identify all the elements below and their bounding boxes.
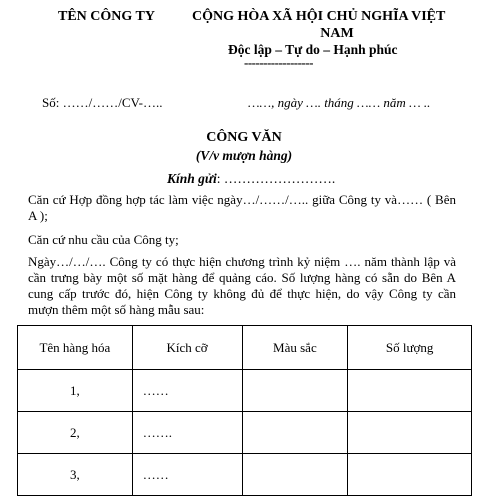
national-title-line1: CỘNG HÒA XÃ HỘI CHỦ NGHĨA VIỆT	[192, 9, 446, 24]
header-color: Màu sắc	[242, 326, 348, 370]
company-name: TÊN CÔNG TY	[58, 9, 155, 24]
cell-goods-name: 3,	[18, 454, 133, 496]
cell-quantity	[348, 412, 472, 454]
cell-quantity	[348, 454, 472, 496]
header-goods-name: Tên hàng hóa	[18, 326, 133, 370]
reference-number: Số: ……/……/CV-…..	[42, 95, 163, 110]
cell-size: ……	[132, 370, 242, 412]
table-row	[18, 412, 472, 454]
motto-divider: ------------------	[244, 55, 313, 70]
cell-quantity	[348, 370, 472, 412]
cell-size: ……	[132, 454, 242, 496]
document-subject: (V/v mượn hàng)	[195, 148, 293, 163]
issue-date: ……, ngày …. tháng …… năm … ..	[248, 95, 431, 110]
recipient-label: Kính gửi	[167, 171, 217, 186]
goods-table	[17, 325, 472, 496]
recipient-value: : …………………….	[216, 171, 336, 186]
header-quantity: Số lượng	[348, 326, 472, 370]
cell-size: …….	[132, 412, 242, 454]
cell-color	[242, 412, 348, 454]
table-header-row	[18, 326, 472, 370]
table-row	[18, 370, 472, 412]
table-row	[18, 454, 472, 496]
cell-goods-name: 2,	[18, 412, 133, 454]
cell-color	[242, 454, 348, 496]
national-motto: Độc lập – Tự do – Hạnh phúc	[228, 42, 398, 57]
national-title-line2: NAM	[320, 26, 354, 41]
national-title-line2-wrap	[0, 26, 488, 42]
paragraph-contract: Căn cứ Hợp đồng hợp tác làm việc ngày…/……/….. giữa Công ty và…… ( Bên A );	[28, 192, 456, 223]
paragraph-request: Ngày…/…/…. Công ty có thực hiện chương trình kỷ niệm …. năm thành lập và cần trưng bày một số mặt hàng để quảng cáo. Số lượng hàng có sẵn do Bên A cung cấp trước đó, hiện Công ty không đủ để thực hiện, do vậy Công ty cần mượn thêm một số hàng mẫu sau:	[28, 254, 456, 317]
paragraph-needs: Căn cứ nhu cầu của Công ty;	[28, 232, 179, 247]
cell-goods-name: 1,	[18, 370, 133, 412]
recipient-line	[167, 171, 335, 187]
document-title: CÔNG VĂN	[206, 130, 282, 145]
cell-color	[242, 370, 348, 412]
header-size: Kích cỡ	[132, 326, 242, 370]
